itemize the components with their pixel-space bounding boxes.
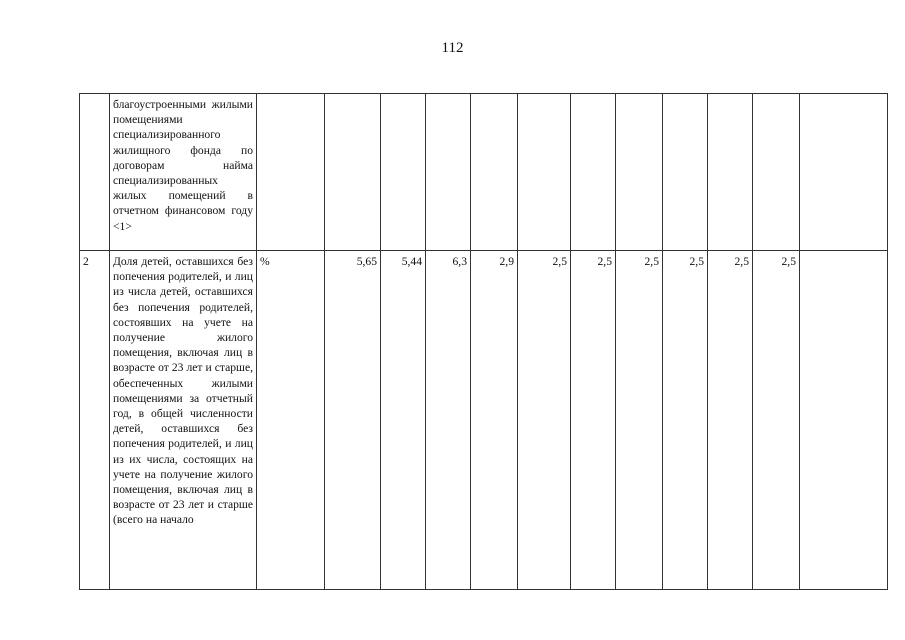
value-cell [753, 94, 800, 251]
value-cell: 2,5 [663, 251, 708, 590]
row-index-cell: 2 [80, 251, 110, 590]
unit-cell: % [257, 251, 325, 590]
value-cell: 2,5 [708, 251, 753, 590]
page-number: 112 [441, 40, 464, 56]
indicators-table [79, 93, 888, 590]
table-row [80, 94, 888, 251]
value-cell [426, 94, 471, 251]
row-index-cell [80, 94, 110, 251]
value-cell: 2,5 [571, 251, 616, 590]
value-cell: 2,5 [616, 251, 663, 590]
value-cell: 5,44 [381, 251, 426, 590]
value-cell [325, 94, 381, 251]
value-cell [381, 94, 426, 251]
value-cell [800, 94, 888, 251]
indicator-name-cell: Доля детей, оставшихся без попечения родителей, и лиц из числа детей, оставшихся без попечения родителей, состоявших на учете на получение жилого помещения, включая лиц в возрасте от 23 лет и старше, обеспеченных жилыми помещениями за отчетный год, в общей численности детей, оставшихся без попечения родителей, и лиц из их числа, состоящих на учете на получение жилого помещения, включая лиц в возрасте от 23 лет и старше (всего на начало [110, 251, 257, 590]
value-cell [800, 251, 888, 590]
value-cell [571, 94, 616, 251]
table-row [80, 251, 888, 590]
value-cell [708, 94, 753, 251]
unit-cell [257, 94, 325, 251]
value-cell: 5,65 [325, 251, 381, 590]
value-cell [471, 94, 518, 251]
value-cell: 6,3 [426, 251, 471, 590]
value-cell [663, 94, 708, 251]
value-cell [616, 94, 663, 251]
value-cell [518, 94, 571, 251]
value-cell: 2,5 [753, 251, 800, 590]
value-cell: 2,5 [518, 251, 571, 590]
indicator-name-cell: благоустроенными жилыми помещениями специализированного жилищного фонда по договорам найма специализированных жилых помещений в отчетном финансовом году <1> [110, 94, 257, 251]
value-cell: 2,9 [471, 251, 518, 590]
